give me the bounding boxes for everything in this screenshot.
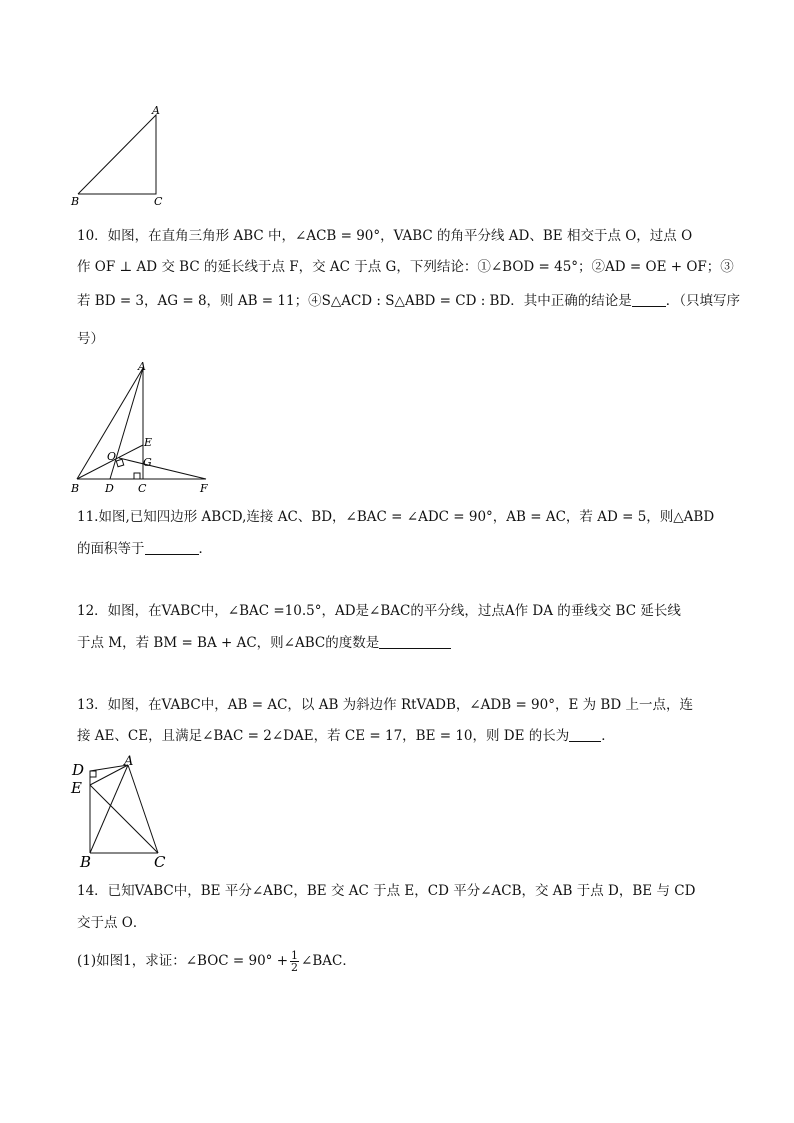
- label-D: D: [105, 482, 114, 495]
- q10-line1: 10．如图，在直角三角形 ABC 中，∠ACB = 90°，VABC 的角平分线 AD、BE 相交于点 O，过点 O: [77, 228, 693, 244]
- label-D: D: [72, 761, 85, 779]
- q12-line2: [77, 634, 451, 652]
- answer-blank: [569, 729, 601, 742]
- q10-line2: 作 OF ⊥ AD 交 BC 的延长线于点 F，交 AC 于点 G，下列结论：①∠BOD = 45°；②AD = OE + OF；③: [77, 259, 734, 275]
- q14-line2: 交于点 O．: [77, 915, 147, 931]
- answer-blank: [145, 542, 199, 555]
- label-E: E: [144, 436, 153, 449]
- q10-line3-text: 若 BD = 3，AG = 8，则 AB = 11；④S△ACD : S△ABD = CD : BD．其中正确的结论是: [77, 293, 632, 309]
- q14-line3-post: ∠BAC．: [301, 953, 356, 969]
- figure-q10: [68, 358, 218, 498]
- q10-line4: 号）: [77, 331, 104, 347]
- q10-line3: [77, 292, 740, 310]
- q11-line2-text: 的面积等于: [77, 541, 145, 557]
- label-A: A: [124, 755, 134, 769]
- q11-line1: 11.如图,已知四边形 ABCD,连接 AC、BD，∠BAC = ∠ADC = 90°，AB = AC，若 AD = 5，则△ABD: [77, 509, 715, 525]
- label-G: G: [143, 456, 152, 469]
- answer-blank: [379, 636, 451, 649]
- label-A: A: [152, 104, 160, 117]
- label-C: C: [154, 853, 166, 871]
- q10-line3-end: ．（只填写序: [665, 293, 741, 309]
- label-C: C: [138, 482, 147, 495]
- label-F: F: [200, 482, 208, 495]
- label-O: O: [107, 450, 117, 463]
- q12-line2-text: 于点 M，若 BM = BA + AC，则∠ABC的度数是: [77, 635, 380, 651]
- label-B: B: [71, 195, 80, 208]
- q13-line2-text: 接 AE、CE，且满足∠BAC = 2∠DAE，若 CE = 17，BE = 10，则 DE 的长为: [77, 728, 570, 744]
- label-A: A: [138, 360, 146, 373]
- q11-line2-end: ．: [198, 541, 212, 557]
- fraction-one-half: $\frac{1}{2}$: [291, 949, 299, 974]
- figure-right-triangle-top: [68, 100, 178, 210]
- q13-line2-end: ．: [601, 728, 615, 744]
- q13-line1: 13．如图，在VABC中，AB = AC，以 AB 为斜边作 RtVADB，∠ADB = 90°，E 为 BD 上一点，连: [77, 697, 693, 713]
- label-C: C: [154, 195, 163, 208]
- q14-line1: 14．已知VABC中，BE 平分∠ABC，BE 交 AC 于点 E，CD 平分∠ACB，交 AB 于点 D，BE 与 CD: [77, 883, 696, 899]
- q11-line2: [77, 540, 212, 558]
- figure-q13: [68, 755, 178, 875]
- q14-line3: [77, 950, 356, 973]
- q14-line3-pre: (1)如图1，求证：∠BOC = 90° +: [77, 953, 289, 969]
- answer-blank: [632, 294, 666, 307]
- label-B: B: [80, 853, 92, 871]
- label-E: E: [71, 779, 82, 797]
- q13-line2: [77, 727, 615, 745]
- q12-line1: 12．如图，在VABC中，∠BAC =10.5°，AD是∠BAC的平分线，过点A作 DA 的垂线交 BC 延长线: [77, 603, 681, 619]
- label-B: B: [71, 482, 80, 495]
